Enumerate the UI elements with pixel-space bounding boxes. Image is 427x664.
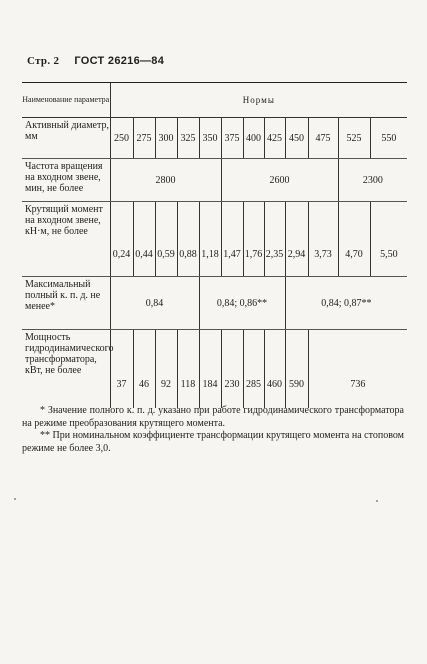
table-cell: 0,84 — [110, 277, 199, 330]
table-cell: 0,84; 0,87** — [285, 277, 407, 330]
table-cell: 450 — [285, 118, 308, 159]
page-header — [27, 55, 164, 67]
table-cell: 1,18 — [199, 202, 221, 277]
scan-speck — [376, 500, 378, 502]
table-cell: 0,88 — [177, 202, 199, 277]
norms-header: Нормы — [110, 83, 407, 118]
table-cell: 37 — [110, 330, 133, 409]
table-cell: 2,94 — [285, 202, 308, 277]
param-header: Наименование параметра — [22, 83, 110, 118]
table-cell: 375 — [221, 118, 243, 159]
table-row — [22, 202, 407, 277]
table-cell: 46 — [133, 330, 155, 409]
row-label: Частота вращения на входном звене, мин, не более — [22, 159, 110, 202]
table-cell: 1,47 — [221, 202, 243, 277]
table-cell: 118 — [177, 330, 199, 409]
table-cell: 0,59 — [155, 202, 177, 277]
table-cell: 5,50 — [370, 202, 407, 277]
table-row — [22, 118, 407, 159]
row-label: Крутящий момент на входном звене, кН·м, не более — [22, 202, 110, 277]
table-cell: 425 — [264, 118, 285, 159]
row-label: Максимальный полный к. п. д. не менее* — [22, 277, 110, 330]
table-cell: 2,35 — [264, 202, 285, 277]
table-cell: 1,76 — [243, 202, 264, 277]
table-cell: 460 — [264, 330, 285, 409]
table-cell: 325 — [177, 118, 199, 159]
table-cell: 0,44 — [133, 202, 155, 277]
table-cell: 230 — [221, 330, 243, 409]
standard-number: ГОСТ 26216—84 — [74, 55, 165, 67]
table-cell: 550 — [370, 118, 407, 159]
scan-speck — [14, 498, 16, 500]
table-cell: 2300 — [338, 159, 407, 202]
norms-table — [22, 82, 407, 408]
table-cell: 4,70 — [338, 202, 370, 277]
footnote-1: * Значение полного к. п. д. указано при работе гидродинамического трансформатора на режиме преобразования крутящего момента. — [22, 405, 404, 429]
table-cell: 736 — [308, 330, 407, 409]
table-cell: 0,24 — [110, 202, 133, 277]
table-cell: 285 — [243, 330, 264, 409]
table-row — [22, 330, 407, 409]
table-header-row — [22, 83, 407, 118]
table-cell: 3,73 — [308, 202, 338, 277]
footnotes — [22, 405, 404, 455]
table-cell: 2600 — [221, 159, 338, 202]
table-cell: 400 — [243, 118, 264, 159]
table-cell: 2800 — [110, 159, 221, 202]
footnote-2: ** При номинальном коэффициенте трансформации крутящего момента на стоповом режиме не более 3,0. — [22, 430, 404, 454]
page-number: Стр. 2 — [27, 55, 60, 67]
table-cell: 475 — [308, 118, 338, 159]
table-cell: 250 — [110, 118, 133, 159]
table-cell: 300 — [155, 118, 177, 159]
table-cell: 92 — [155, 330, 177, 409]
row-label: Мощность гидродинамического трансформатора, кВт, не более — [25, 332, 114, 376]
table-row — [22, 277, 407, 330]
row-label: Активный диаметр, мм — [22, 118, 110, 159]
table-cell: 275 — [133, 118, 155, 159]
table-cell: 350 — [199, 118, 221, 159]
table-cell: 0,84; 0,86** — [199, 277, 285, 330]
table-row — [22, 159, 407, 202]
table-cell: 184 — [199, 330, 221, 409]
table-cell: 525 — [338, 118, 370, 159]
table-cell: 590 — [285, 330, 308, 409]
